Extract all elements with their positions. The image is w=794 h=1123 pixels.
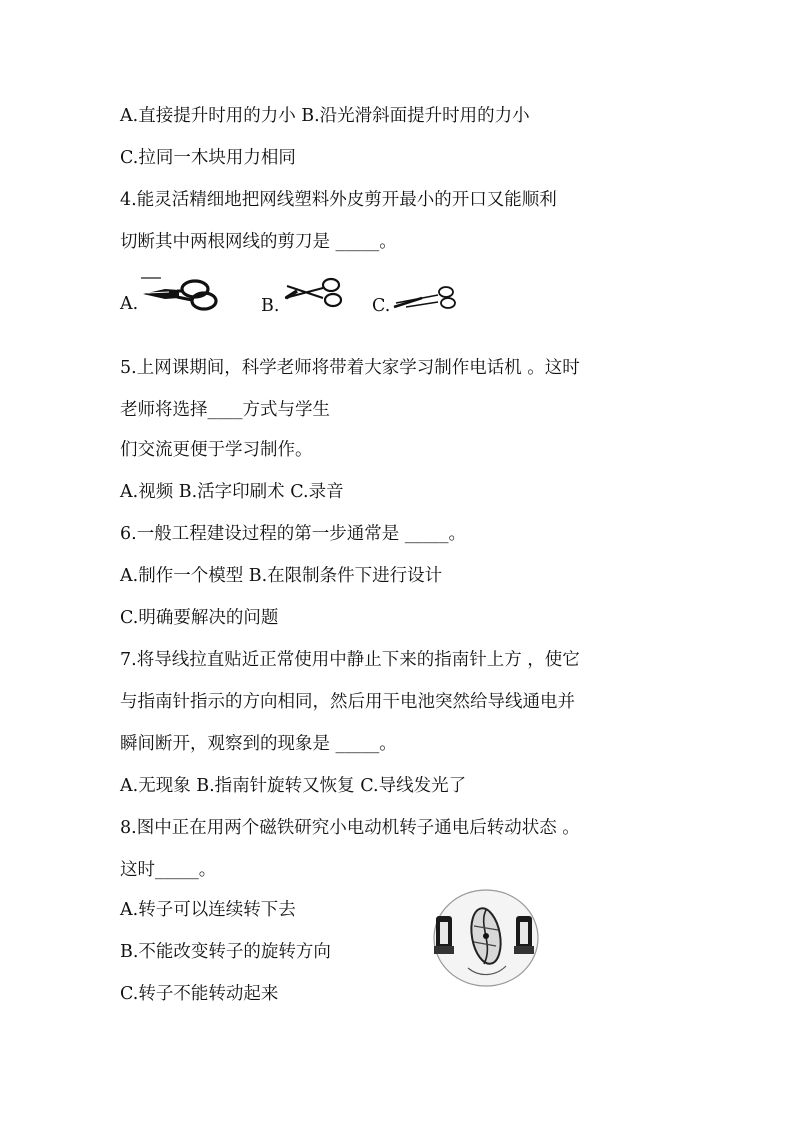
q5-stem-line-3: 们交流更便于学习制作。	[120, 440, 313, 460]
q4-option-c-label: C.	[372, 296, 391, 316]
pliers-scissors-icon	[139, 274, 221, 314]
q4-stem-line-2: 切断其中两根网线的剪刀是 _____。	[120, 232, 397, 252]
q7-stem-line-1: 7.将导线拉直贴近正常使用中静止下来的指南针上方 ，使它	[120, 650, 580, 670]
q8-stem-line-2: 这时_____。	[120, 860, 217, 880]
q7-stem-line-2: 与指南针指示的方向相同，然后用干电池突然给导线通电并	[120, 692, 575, 712]
q7-stem-line-3: 瞬间断开，观察到的现象是 _____。	[120, 734, 397, 754]
q4-option-a-label: A.	[120, 294, 139, 314]
q4-stem-line-1: 4.能灵活精细地把网线塑料外皮剪开最小的开口又能顺利	[120, 190, 557, 210]
q5-stem-line-2: 老师将选择____方式与学生	[120, 400, 330, 420]
q8-stem-line-1: 8.图中正在用两个磁铁研究小电动机转子通电后转动状态 。	[120, 818, 580, 838]
q7-options: A.无现象 B.指南针旋转又恢复 C.导线发光了	[120, 776, 467, 796]
q4-option-b-label: B.	[261, 296, 280, 316]
q3-options-line-2: C.拉同一木块用力相同	[120, 148, 296, 168]
q5-stem-line-1: 5.上网课期间，科学老师将带着大家学习制作电话机 。这时	[120, 358, 580, 378]
q8-option-a: A.转子可以连续转下去	[120, 900, 296, 920]
long-scissors-icon	[392, 282, 460, 312]
q5-options: A.视频 B.活字印刷术 C.录音	[120, 482, 344, 502]
motor-rotor-magnets-icon	[430, 886, 542, 990]
q8-option-b: B.不能改变转子的旋转方向	[120, 942, 331, 962]
q8-option-c: C.转子不能转动起来	[120, 984, 279, 1004]
q3-options-line-1: A.直接提升时用的力小 B.沿光滑斜面提升时用的力小	[120, 106, 530, 126]
q6-stem: 6.一般工程建设过程的第一步通常是 _____。	[120, 524, 467, 544]
q6-options-line-1: A.制作一个模型 B.在限制条件下进行设计	[120, 566, 443, 586]
scissors-icon	[283, 276, 347, 310]
q6-options-line-2: C.明确要解决的问题	[120, 608, 279, 628]
